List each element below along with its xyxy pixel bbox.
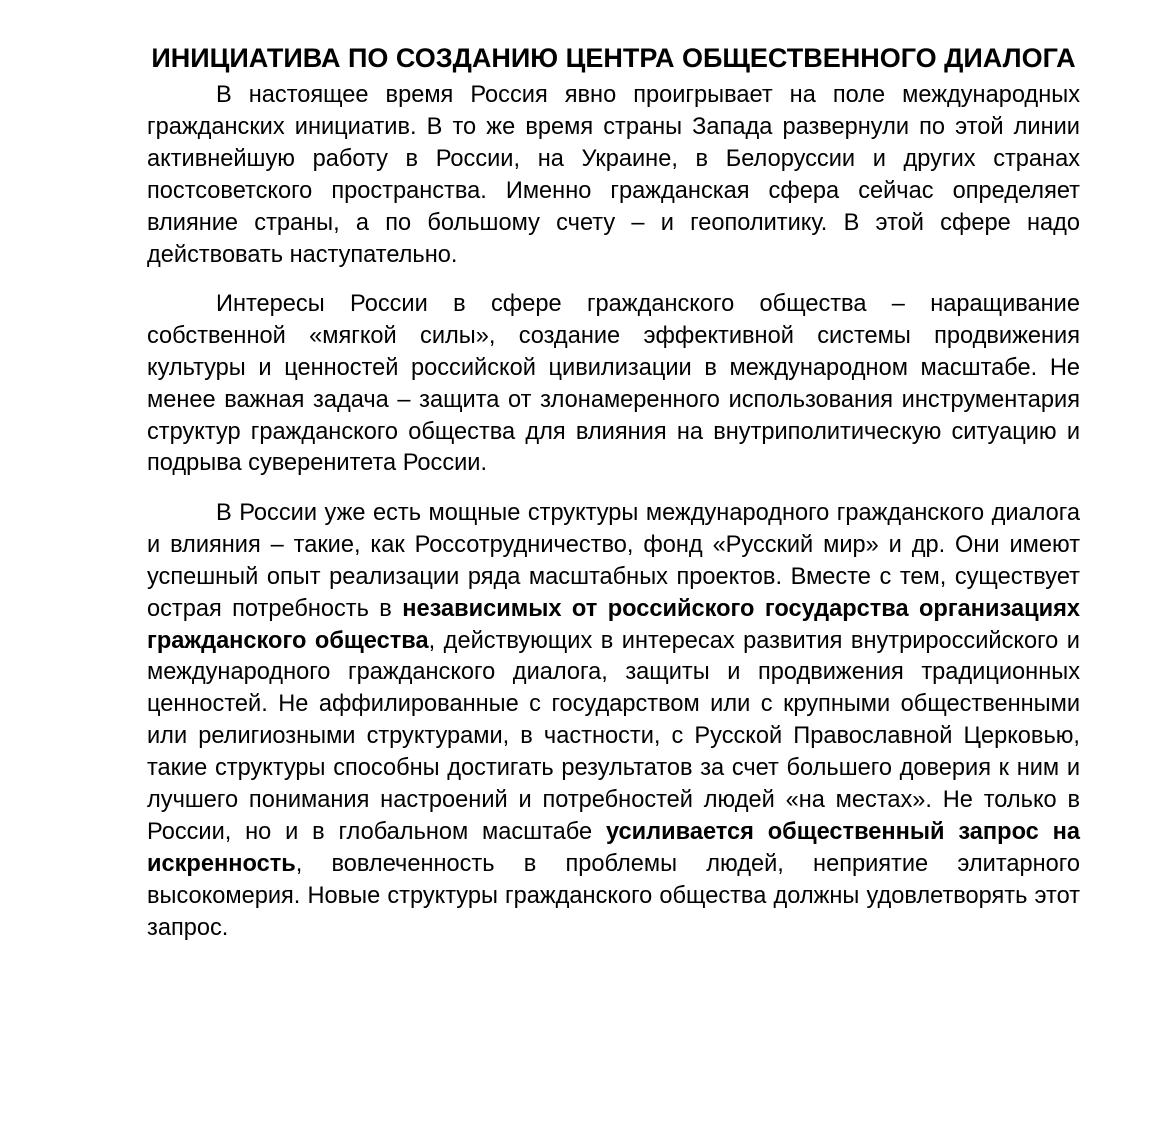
paragraph-3 — [147, 498, 1080, 945]
paragraph-2: Интересы России в сфере гражданского общества – наращивание собственной «мягкой силы», создание эффективной системы продвижения культуры и ценностей российской цивилизации в международном масштабе. Не менее важная задача – защита от злонамеренного использования инструментария структур гражданского общества для влияния на внутриполитическую ситуацию и подрыва суверенитета России. — [147, 290, 1080, 477]
paragraph-3-bold-phrase-1: независимых от российского государства организациях гражданского общества — [147, 595, 1080, 654]
paragraph-3-bold-phrase-2: усиливается общественный запрос на искренность — [147, 818, 1080, 877]
paragraph-3-text-part-1: В России уже есть мощные структуры международного гражданского диалога и влияния – такие, как Россотрудничество, фонд «Русский мир» и др. Они имеют успешный опыт реализации ряда масштабных проектов. Вместе с тем, существует острая потребность в — [147, 499, 1080, 622]
paragraph-3-text-part-3: , вовлеченность в проблемы людей, неприятие элитарного высокомерия. Новые структуры гражданского общества должны удовлетворять этот запрос. — [147, 850, 1080, 941]
paragraph-3-text-part-2: , действующих в интересах развития внутрироссийского и международного гражданского диалога, защиты и продвижения традиционных ценностей. Не аффилированные с государством или с крупными общественными или религиозными структурами, в частности, с Русской Православной Церковью, такие структуры способны достигать результатов за счет большего доверия к ним и лучшего понимания настроений и потребностей людей «на местах». Не только в России, но и в глобальном масштабе — [147, 627, 1080, 845]
paragraph-1: В настоящее время Россия явно проигрывает на поле международных гражданских инициатив. В то же время страны Запада развернули по этой линии активнейшую работу в России, на Украине, в Белоруссии и других странах постсоветского пространства. Именно гражданская сфера сейчас определяет влияние страны, а по большому счету – и геополитику. В этой сфере надо действовать наступательно. — [147, 82, 1080, 268]
document-page — [147, 40, 1080, 945]
document-title: ИНИЦИАТИВА ПО СОЗДАНИЮ ЦЕНТРА ОБЩЕСТВЕННОГО ДИАЛОГА — [151, 43, 1076, 73]
